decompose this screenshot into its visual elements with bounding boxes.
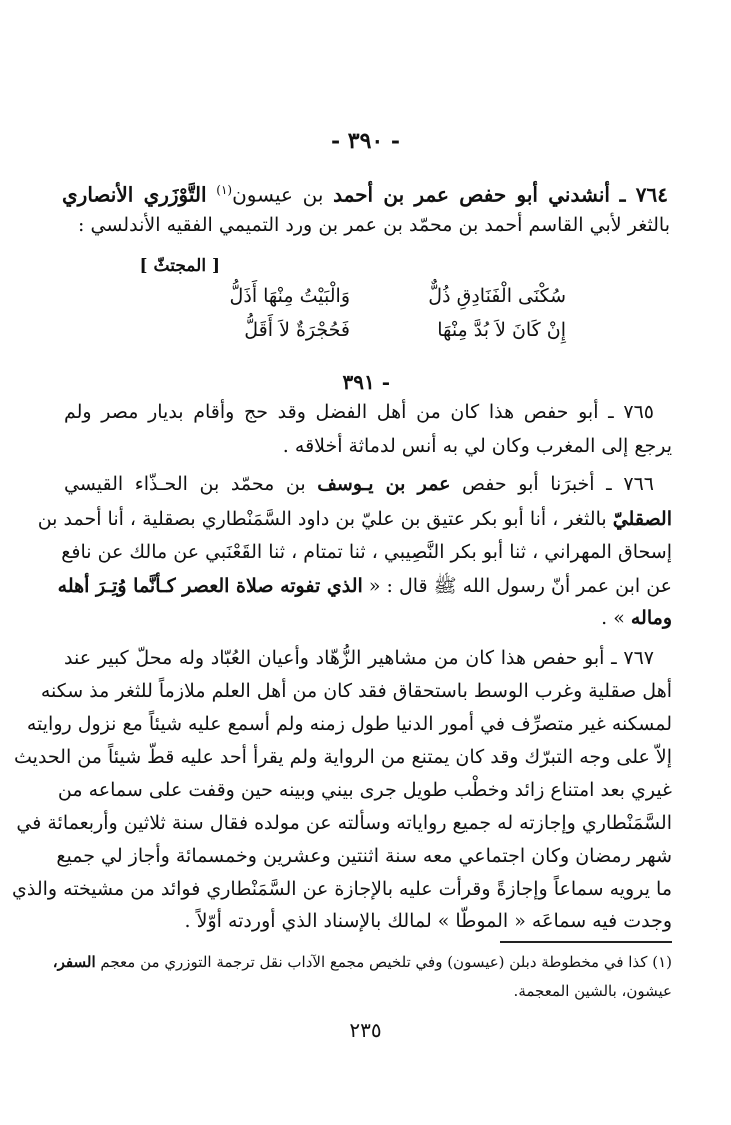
entry-766-nisba: الصقليّ [612,508,672,530]
footnote-text: (١) كذا في مخطوطة دبلن (عيسون) وفي تلخيص مجمع الآداب نقل ترجمة التوزري من معجم [100,953,672,971]
entry-764-nisba: التَّوْزَري الأنصاري [62,182,207,207]
entry-766-name: عمر بن يـوسف [317,473,451,495]
entry-764-number: ٧٦٤ ـ [619,182,669,207]
entry-766-lineage: بن محمّد بن الحـذّاء القيسي [64,473,306,495]
sub-page-number: - ٣٩١ [342,370,390,394]
entry-764-line-1 [62,176,668,209]
entry-767-line-6: السَّمَنْطاري وإجازته له جميع رواياته وسألته عن مولده فقال سنة ثلاثين وأربعمائة في [16,812,672,834]
entry-766-chain-1: بالثغر ، أنا أبو بكر عتيق بن عليّ بن داود السَّمَنْطاري بصقلية ، أنا أحمد بن [37,508,607,530]
entry-767-line-9: وجدت فيه سماعَه « الموطّا » لمالك بالإسناد الذي أوردته أوّلاً . [184,910,672,932]
entry-764-name-plain: بن عيسون [232,182,324,207]
entry-767-line-7: شهر رمضان وكان اجتماعي معه سنة اثنتين وعشرين وخمسمائة وأجاز لي جميع [56,845,672,867]
verse-1-hemistich-1: سُكْنَى الْفَنَادِقِ ذُلٌّ [428,285,566,307]
verse-2-hemistich-1: إِنْ كَانَ لاَ بُدَّ مِنْهَا [437,319,566,341]
entry-767-line-5: غيري بعد امتناع زائد وخطْب طويل جرى بيني وبينه حين وقفت على سماعه من [57,779,672,801]
entry-764-line-2: بالثغر لأبي القاسم أحمد بن محمّد بن عمر بن ورد التميمي الفقيه الأندلسي : [78,214,670,236]
header-page-number: - ٣٩٠ - [330,128,401,154]
entry-766-line-5 [500,604,672,632]
verse-2-hemistich-2: فَحُجْرَةٌ لاَ أَقَلُّ [244,319,350,341]
entry-767-line-2: أهل صقلية وغرب الوسط باستحقاق فقد كان من أهل العلم ملازماً للثغر مذ سكنه [40,680,672,702]
footnote-line-2: عيشون، بالشين المعجمة. [513,982,672,1000]
entry-766-hadith-text: الذي تفوته صلاة العصر كـأنَّما وُتِـرَ أهله [57,575,363,597]
entry-765-line-1: ٧٦٥ ـ أبو حفص هذا كان من أهل الفضل وقد حج وأقام بديار مصر ولم [64,401,654,423]
poem-meter-label: [ المجتثّ ] [139,256,220,276]
entry-766-quote-close: » . [601,607,625,629]
entry-767-line-1: ٧٦٧ ـ أبو حفص هذا كان من مشاهير الزُّهّاد وأعيان العُبّاد وله محلّ كبير عند [64,647,654,669]
verse-1-hemistich-2: وَالْبَيْتُ مِنْهَا أَذَلُّ [229,285,350,307]
entry-766-line-1 [64,470,654,498]
entry-767-line-4: إلاّ على وجه التبرّك وقد كان يمتنع من الرواية ولم يقرأ أحد عليه قطّ شيئاً من الحديث [14,746,672,768]
entry-765-line-2: يرجع إلى المغرب وكان لي به أنس لدماثة أخلاقه . [282,435,672,457]
entry-766-hadith-intro: عن ابن عمر أنّ رسول الله ﷺ قال : « [368,575,672,597]
footnote-source: السفر، [52,953,96,971]
entry-766-intro: ٧٦٦ ـ أخبرَنا أبو حفص [462,473,654,495]
entry-767-line-3: لمسكنه غير متصرِّف في أمور الدنيا طول زمنه ولم أسمع عليه شيئاً مع نزول روايته [26,713,672,735]
entry-766-line-2 [37,505,672,533]
entry-767-line-8: ما يرويه سماعاً وإجازةً وقرأت عليه بالإجازة عن السَّمَنْطاري فوائد من مشيخته والذي [12,878,672,900]
entry-764-name-bold: أنشدني أبو حفص عمر بن أحمد [333,182,610,207]
entry-766-line-4 [57,572,672,600]
footnote-line-1 [52,950,672,974]
entry-766-line-3: إسحاق المهراني ، ثنا أبو بكر النَّصِيبي ، ثنا تمتام ، ثنا القَعْنَبي عن مالك عن نافع [61,541,672,563]
entry-766-hadith-end: وماله [630,607,672,629]
footnote-separator [500,941,672,943]
footnote-ref-1[interactable]: (١) [216,183,233,197]
footer-page-number: ٢٣٥ [349,1018,382,1042]
